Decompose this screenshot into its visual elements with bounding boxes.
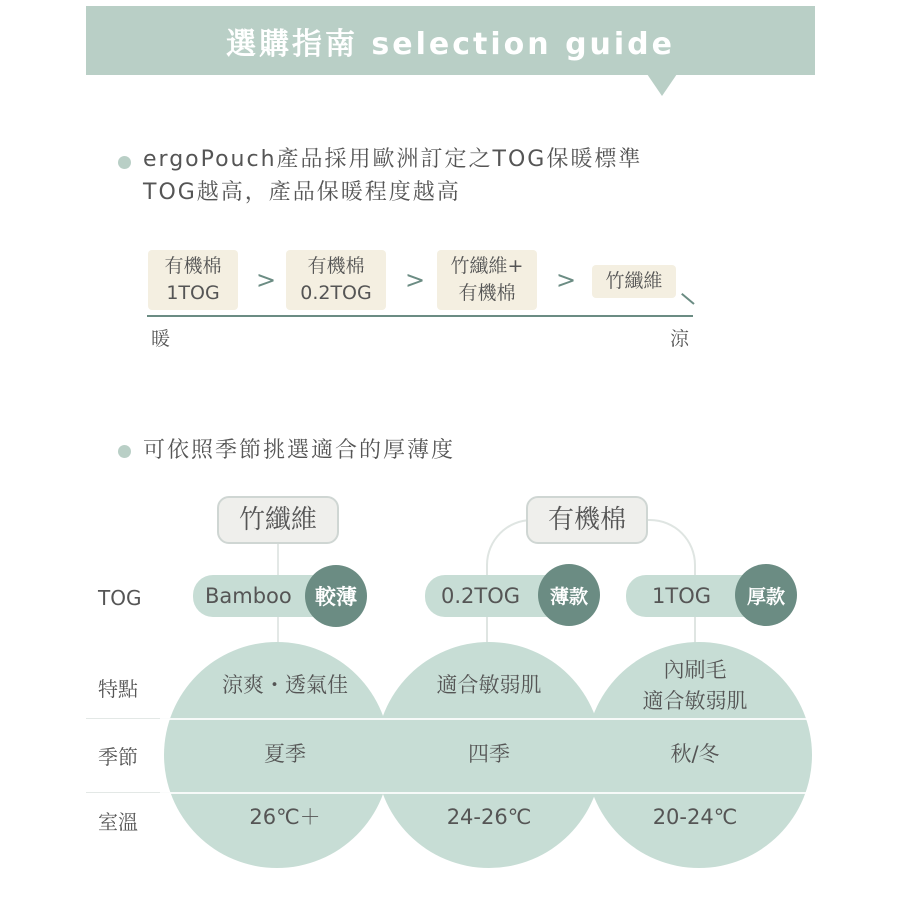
feature-text: 內刷毛 [663, 658, 727, 682]
feature-text: 涼爽・透氣佳 [222, 673, 348, 697]
season-cell: 秋/冬 [670, 742, 720, 766]
section-heading: 可依照季節挑選適合的厚薄度 [143, 438, 456, 463]
feature-cell [600, 655, 790, 717]
scale-item [148, 250, 238, 310]
row-label-feature: 特點 [98, 677, 138, 701]
feature-cell [190, 670, 380, 701]
feature-text: 適合敏弱肌 [642, 689, 748, 713]
scale-item-line1: 有機棉 [164, 255, 222, 277]
tog-value: 0.2TOG [441, 584, 521, 608]
header-banner [86, 6, 815, 75]
row-label-temp: 室溫 [98, 810, 138, 834]
scale-item-line1: 竹纖維 [605, 270, 663, 292]
bullet-icon [118, 156, 131, 169]
temperature-cell: 20-24℃ [652, 805, 738, 829]
scale-item-line1: 竹纖維+ [450, 255, 524, 277]
tog-value: Bamboo [205, 584, 292, 608]
warm-label: 暖 [151, 328, 171, 350]
scale-item [286, 250, 386, 310]
scale-item-line1: 有機棉 [307, 255, 365, 277]
scale-item [592, 265, 676, 298]
season-cell: 四季 [468, 742, 510, 766]
tog-value: 1TOG [652, 584, 711, 608]
thickness-badge: 薄款 [538, 564, 600, 626]
intro-line-2: TOG越高，產品保暖程度越高 [143, 180, 461, 205]
scale-item-line2: 1TOG [166, 282, 220, 304]
row-label-season: 季節 [98, 745, 138, 769]
scale-item [437, 250, 537, 310]
greater-than-separator: > [256, 266, 277, 294]
page-title: 選購指南 selection guide [225, 26, 676, 62]
temperature-cell: 24-26℃ [446, 805, 532, 829]
bullet-icon [118, 445, 131, 458]
temperature-cell: 26℃＋ [249, 805, 321, 829]
feature-text: 適合敏弱肌 [436, 673, 542, 697]
season-cell: 夏季 [264, 742, 306, 766]
row-divider [160, 792, 816, 794]
scale-axis-line [147, 315, 693, 317]
feature-cell [394, 670, 584, 701]
scale-item-line2: 有機棉 [458, 282, 516, 304]
cool-label: 涼 [670, 328, 690, 350]
banner-pointer-icon [647, 74, 677, 96]
thickness-badge: 厚款 [735, 564, 797, 626]
material-organic-label: 有機棉 [526, 496, 648, 544]
scale-item-line2: 0.2TOG [300, 282, 372, 304]
greater-than-separator: > [405, 266, 426, 294]
material-bamboo-label: 竹纖維 [217, 496, 339, 544]
row-label-tog: TOG [98, 586, 142, 610]
intro-line-1: ergoPouch產品採用歐洲訂定之TOG保暖標準 [143, 147, 643, 172]
arrow-right-icon [681, 293, 695, 305]
thickness-badge: 較薄 [305, 565, 367, 627]
row-divider [160, 718, 816, 720]
greater-than-separator: > [556, 266, 577, 294]
